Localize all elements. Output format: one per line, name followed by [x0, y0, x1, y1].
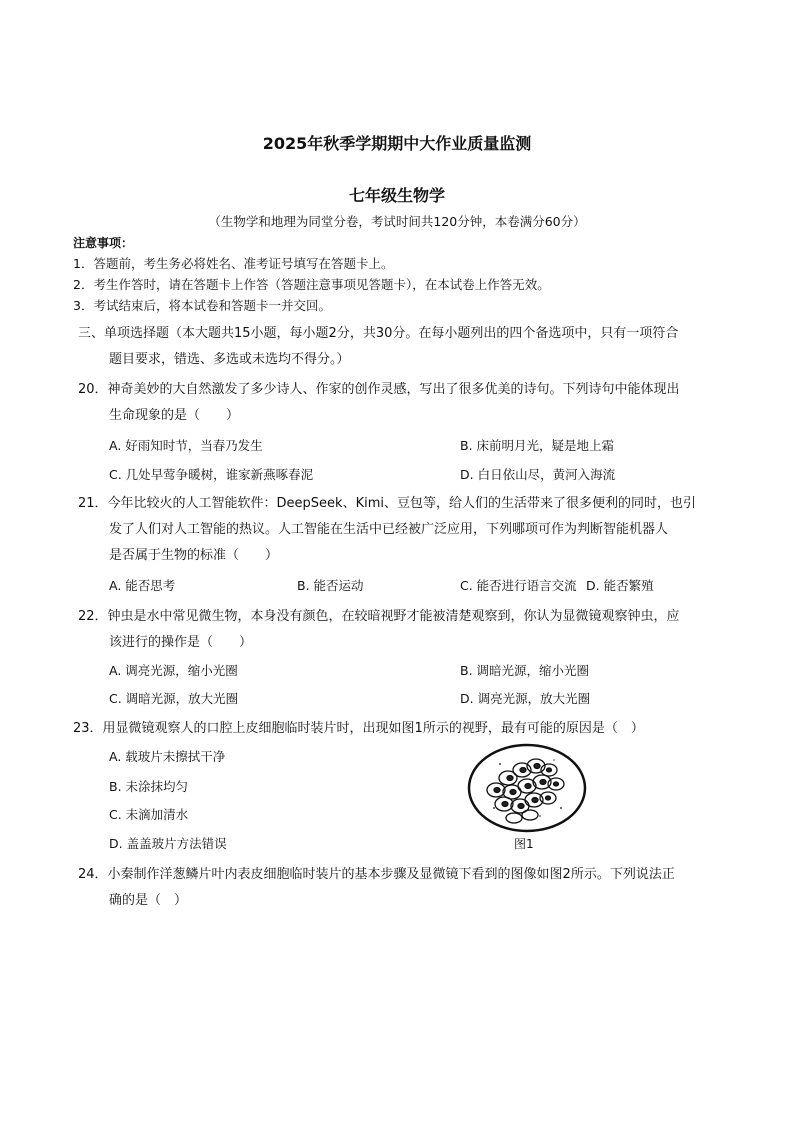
section-heading: 三、单项选择题（本大题共15小题，每小题2分，共30分。在每小题列出的四个备选项中，只有一项符合 — [78, 326, 679, 341]
notice-item: 3．考试结束后，将本试卷和答题卡一并交回。 — [73, 298, 331, 313]
question-text: 是否属于生物的标准（ ） — [109, 548, 279, 563]
option-d: D. 调亮光源，放大光圈 — [460, 691, 591, 706]
option-a: A. 能否思考 — [109, 578, 176, 593]
notice-item: 2．考生作答时，请在答题卡上作答（答题注意事项见答题卡），在本试卷上作答无效。 — [73, 277, 550, 292]
option-b: B. 床前明月光，疑是地上霜 — [460, 438, 615, 453]
question-text: 该进行的操作是（ ） — [109, 635, 253, 650]
figure-1-caption: 图1 — [514, 837, 534, 851]
option-a: A. 载玻片未擦拭干净 — [109, 749, 226, 764]
notice-heading: 注意事项： — [73, 236, 134, 250]
option-c: C. 几处早莺争暖树，谁家新燕啄春泥 — [109, 467, 314, 482]
microscope-field-image — [466, 742, 588, 834]
question-text: 发了人们对人工智能的热议。人工智能在生活中已经被广泛应用，下列哪项可作为判断智能机器人 — [109, 522, 669, 537]
exam-info: （生物学和地理为同堂分卷，考试时间共120分钟，本卷满分60分） — [208, 214, 586, 229]
option-c: C. 未滴加清水 — [109, 807, 189, 822]
question-text: 生命现象的是（ ） — [109, 408, 240, 423]
section-heading-cont: 题目要求，错选、多选或未选均不得分。） — [109, 352, 350, 367]
question-text: 确的是（ ） — [109, 893, 188, 908]
option-d: D. 白日依山尽，黄河入海流 — [460, 467, 616, 482]
question-text: 23．用显微镜观察人的口腔上皮细胞临时装片时，出现如图1所示的视野，最有可能的原因是（ ） — [73, 721, 644, 736]
option-c: C. 能否进行语言交流 — [460, 578, 577, 593]
option-a: A. 调亮光源，缩小光圈 — [109, 663, 238, 678]
figure-1 — [466, 742, 588, 834]
option-d: D. 能否繁殖 — [586, 578, 654, 593]
notice-item: 1．答题前，考生务必将姓名、准考证号填写在答题卡上。 — [73, 256, 394, 271]
question-text: 21．今年比较火的人工智能软件：DeepSeek、Kimi、豆包等，给人们的生活带来了很多便利的同时，也引 — [78, 496, 696, 511]
option-b: B. 未涂抹均匀 — [109, 779, 189, 794]
question-text: 22．钟虫是水中常见微生物，本身没有颜色，在较暗视野才能被清楚观察到，你认为显微镜观察钟虫，应 — [78, 609, 680, 624]
exam-title: 2025年秋季学期期中大作业质量监测 — [262, 134, 532, 153]
option-b: B. 调暗光源，缩小光圈 — [460, 663, 590, 678]
subject-title: 七年级生物学 — [348, 186, 445, 205]
question-text: 20．神奇美妙的大自然激发了多少诗人、作家的创作灵感，写出了很多优美的诗句。下列诗句中能体现出 — [78, 382, 680, 397]
option-b: B. 能否运动 — [297, 578, 364, 593]
option-a: A. 好雨知时节，当春乃发生 — [109, 438, 263, 453]
option-d: D. 盖盖玻片方法错误 — [109, 836, 227, 851]
option-c: C. 调暗光源，放大光圈 — [109, 691, 239, 706]
question-text: 24．小秦制作洋葱鳞片叶内表皮细胞临时装片的基本步骤及显微镜下看到的图像如图2所示。下列说法正 — [78, 867, 675, 882]
